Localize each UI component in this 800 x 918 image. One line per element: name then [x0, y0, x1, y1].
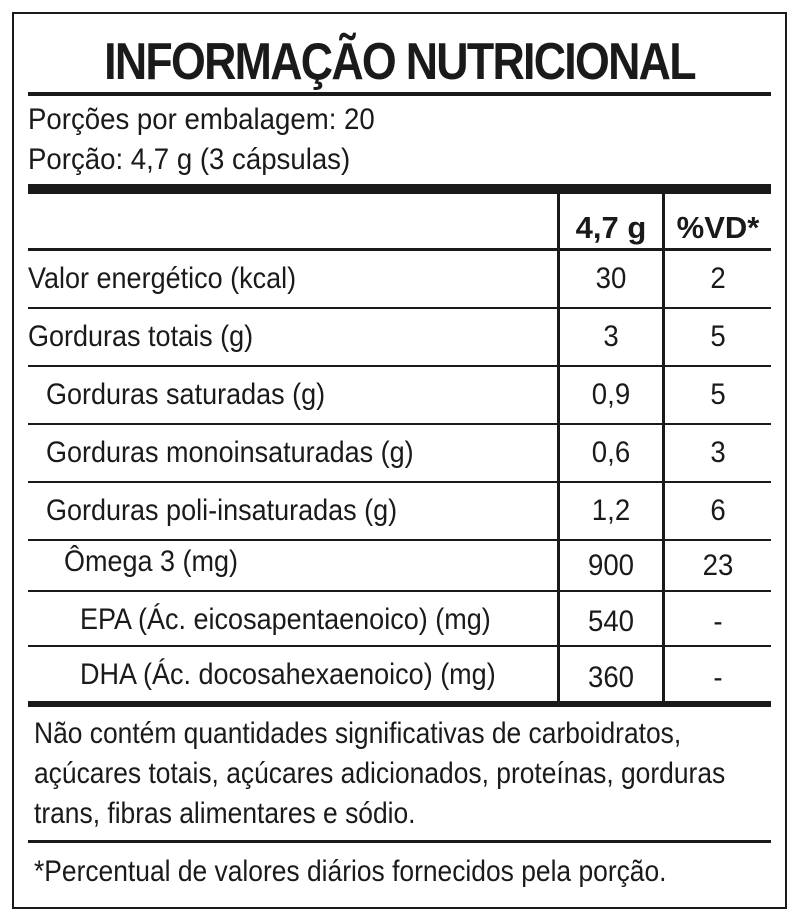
column-header-dv: %VD* [676, 210, 760, 245]
note-line: Não contém quantidades significativas de carboidratos, [34, 717, 682, 750]
nutrient-label: EPA (Ác. eicosapentaenoico) (mg) [80, 603, 491, 636]
note-line: açúcares totais, açúcares adicionados, proteínas, gorduras [34, 757, 726, 790]
nutrient-label: DHA (Ác. docosahexaenoico) (mg) [80, 658, 496, 691]
table-bottom-divider [28, 701, 771, 707]
nutrient-dv: - [713, 605, 723, 638]
column-header-amount: 4,7 g [575, 210, 647, 245]
nutrient-dv: 23 [702, 549, 734, 582]
footnote-divider [28, 840, 771, 843]
nutrient-amount: 1,2 [591, 494, 631, 527]
column-separator-dv [662, 194, 665, 701]
nutrient-label: Valor energético (kcal) [28, 262, 297, 295]
dv-footnote-text: *Percentual de valores diários fornecidos pela porção. [34, 855, 667, 888]
dv-footnote [34, 852, 769, 892]
title-divider [28, 92, 771, 96]
nutrient-dv: 6 [710, 494, 726, 527]
label-title: INFORMAÇÃO NUTRICIONAL [104, 33, 695, 91]
nutrient-label: Gorduras monoinsaturadas (g) [46, 436, 414, 469]
nutrient-amount: 30 [595, 262, 627, 295]
nutrient-amount: 900 [587, 549, 635, 582]
nutrient-label: Ômega 3 (mg) [64, 545, 239, 578]
note-line: trans, fibras alimentares e sódio. [34, 797, 416, 830]
nutrient-dv: 2 [710, 262, 726, 295]
nutrient-label: Gorduras saturadas (g) [46, 378, 326, 411]
nutrient-dv: 3 [710, 436, 726, 469]
portion-size: Porção: 4,7 g (3 cápsulas) [28, 143, 351, 176]
nutrient-amount: 540 [587, 605, 635, 638]
nutrient-label: Gorduras totais (g) [28, 320, 254, 353]
nutrient-dv: - [713, 661, 723, 694]
portions-per-package: Porções por embalagem: 20 [28, 103, 375, 136]
nutrition-facts-label [12, 12, 787, 909]
column-separator-amount [557, 194, 560, 701]
nutrient-dv: 5 [710, 320, 726, 353]
nutrient-amount: 3 [603, 320, 619, 353]
nutrient-dv: 5 [710, 378, 726, 411]
nutrient-label: Gorduras poli-insaturadas (g) [46, 494, 398, 527]
nutrient-amount: 0,9 [591, 378, 631, 411]
not-significant-note [34, 714, 769, 834]
nutrient-amount: 360 [587, 661, 635, 694]
thick-divider [28, 184, 771, 194]
nutrient-amount: 0,6 [591, 436, 631, 469]
